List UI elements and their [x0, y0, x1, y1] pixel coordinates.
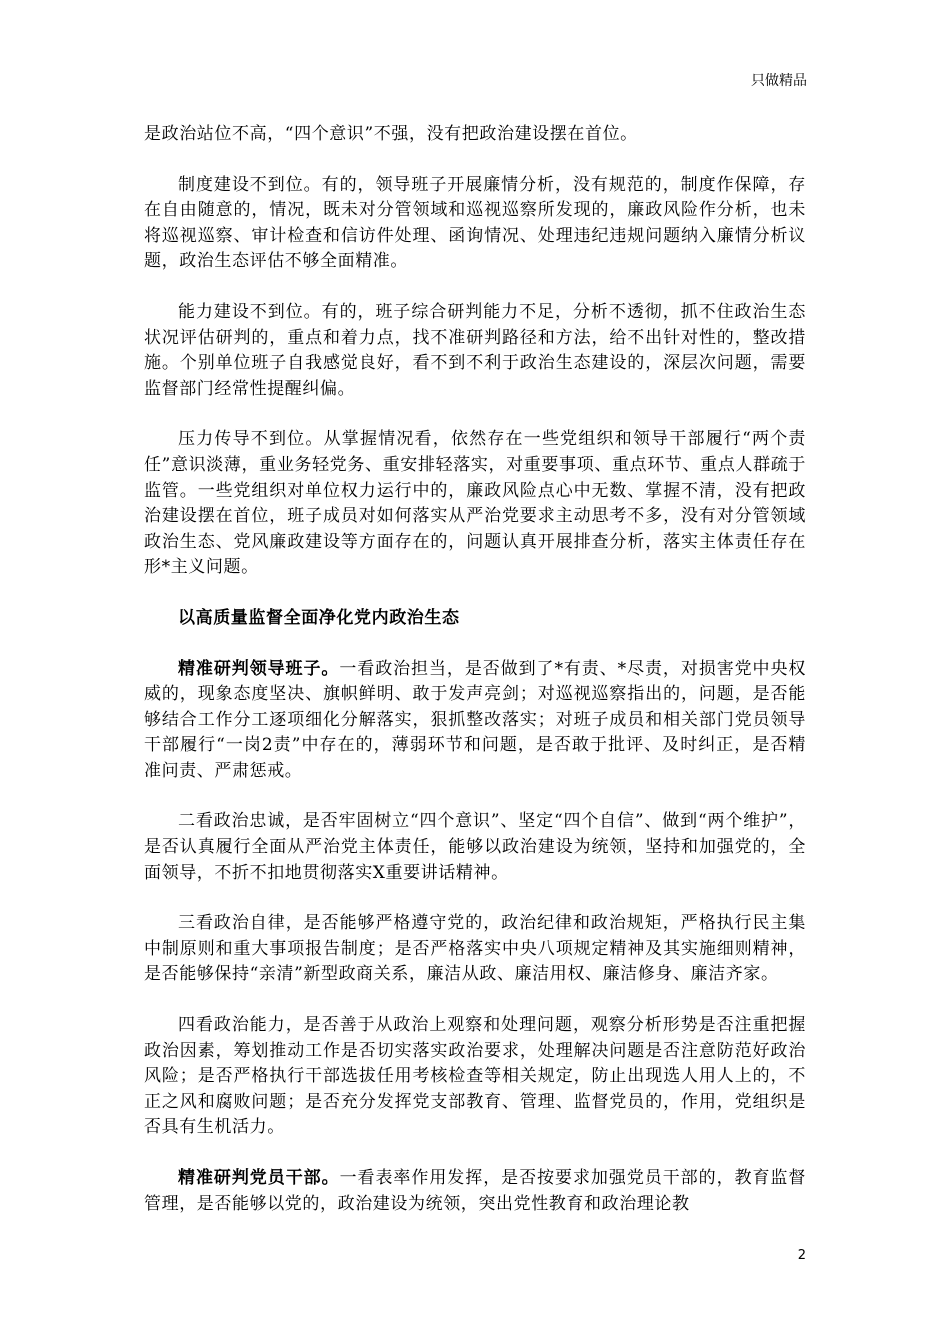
- paragraph-political-ability: 四看政治能力，是否善于从政治上观察和处理问题，观察分析形势是否注重把握政治因素，筹划推动工作是否切实落实政治要求，处理解决问题是否注意防范好政治风险；是否严格执行干部选拔任用考核检查等相关规定，防止出现选人用人上的，不正之风和腐败问题；是否充分发挥党支部教育、管理、监督党员的，作用，党组织是否具有生机活力。: [144, 1015, 806, 1138]
- paragraph-party-cadres: [144, 1166, 806, 1217]
- paragraph-capability-construction: 能力建设不到位。有的，班子综合研判能力不足，分析不透彻，抓不住政治生态状况评估研判的，重点和着力点，找不准研判路径和方法，给不出针对性的，整改措施。个别单位班子自我感觉良好，看不到不利于政治生态建设的，深层次问题，需要监督部门经常性提醒纠偏。: [144, 301, 806, 399]
- paragraph-pressure-transmission: 压力传导不到位。从掌握情况看，依然存在一些党组织和领导干部履行“两个责任”意识淡薄，重业务轻党务、重安排轻落实，对重要事项、重点环节、重点人群疏于监管。一些党组织对单位权力运行中的，廉政风险点心中无数、掌握不清，没有把政治建设摆在首位，班子成员对如何落实从严治党要求主动思考不多，没有对分管领域政治生态、党风廉政建设等方面存在的，问题认真开展排查分析，落实主体责任存在形*主义问题。: [144, 429, 806, 578]
- page-header: 只做精品: [751, 73, 807, 89]
- paragraph-political-discipline: 三看政治自律，是否能够严格遵守党的，政治纪律和政治规矩，严格执行民主集中制原则和重大事项报告制度；是否严格落实中央八项规定精神及其实施细则精神，是否能够保持“亲清”新型政商关系，廉洁从政、廉洁用权、廉洁修身、廉洁齐家。: [144, 913, 806, 985]
- paragraph-lead-cadres: 精准研判党员干部。: [178, 1168, 340, 1188]
- paragraph-body-cadres: 一看表率作用发挥，是否按要求加强党员干部的，教育监督管理，是否能够以党的，政治建设为统领，突出党性教育和政治理论教: [144, 1168, 806, 1214]
- paragraph-political-loyalty: 二看政治忠诚，是否牢固树立“四个意识”、坚定“四个自信”、做到“两个维护”，是否认真履行全面从严治党主体责任，能够以政治建设为统领，坚持和加强党的，全面领导，不折不扣地贯彻落实X重要讲话精神。: [144, 811, 806, 883]
- paragraph-1: 是政治站位不高，“四个意识”不强，没有把政治建设摆在首位。: [144, 124, 638, 144]
- paragraph-lead-leadership: 精准研判领导班子。: [178, 658, 340, 679]
- section-heading: 以高质量监督全面净化党内政治生态: [178, 607, 460, 628]
- paragraph-leadership-team: [144, 657, 806, 785]
- document-body: [144, 122, 806, 1242]
- paragraph-body-leadership: 一看政治担当，是否做到了*有责、*尽责，对损害党中央权威的，现象态度坚决、旗帜鲜明、敢于发声亮剑；对巡视巡察指出的，问题，是否能够结合工作分工逐项细化分解落实，狠抓整改落实；对班子成员和相关部门党员领导干部履行“一岗2责”中存在的，薄弱环节和问题，是否敢于批评、及时纠正，是否精准问责、严肃惩戒。: [144, 658, 807, 781]
- page-number: 2: [797, 1248, 806, 1263]
- paragraph-system-construction: 制度建设不到位。有的，领导班子开展廉情分析，没有规范的，制度作保障，存在自由随意的，情况，既未对分管领域和巡视巡察所发现的，廉政风险作分析，也未将巡视巡察、审计检查和信访件处理、函询情况、处理违纪违规问题纳入廉情分析议题，政治生态评估不够全面精准。: [144, 174, 806, 272]
